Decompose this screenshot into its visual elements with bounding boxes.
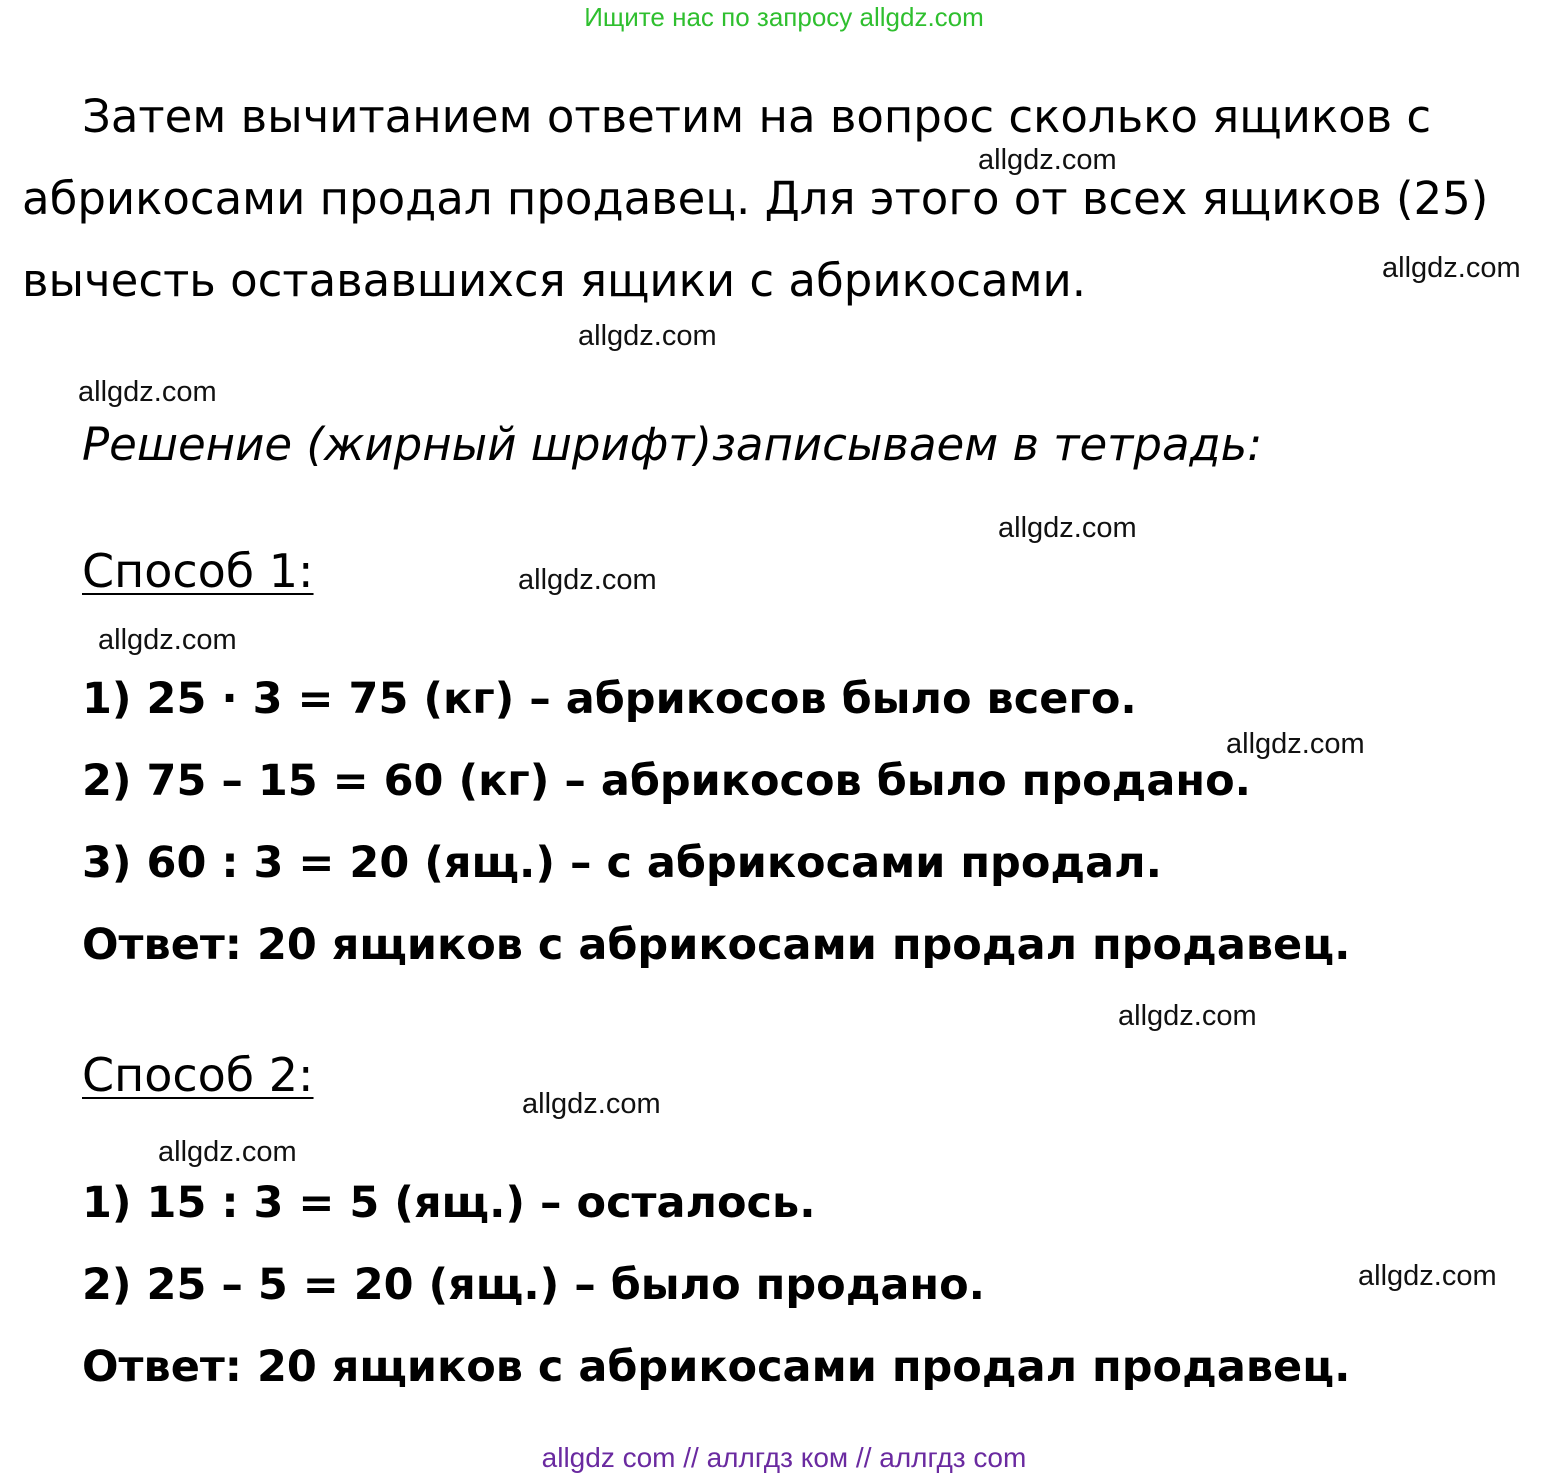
- method-1-step-1: 1) 25 · 3 = 75 (кг) – абрикосов было всего.: [82, 674, 1137, 724]
- method-2-answer: Ответ: 20 ящиков с абрикосами продал продавец.: [82, 1342, 1351, 1392]
- top-banner: Ищите нас по запросу allgdz.com: [584, 2, 984, 32]
- watermark: allgdz.com: [158, 1136, 297, 1168]
- watermark: allgdz.com: [518, 564, 657, 596]
- watermark: allgdz.com: [98, 624, 237, 656]
- watermark: allgdz.com: [522, 1088, 661, 1120]
- watermark: allgdz.com: [78, 376, 217, 408]
- watermark: allgdz.com: [1358, 1260, 1497, 1292]
- method-1-heading: Способ 1:: [82, 544, 314, 598]
- watermark: allgdz.com: [1118, 1000, 1257, 1032]
- method-1-step-3: 3) 60 : 3 = 20 (ящ.) – с абрикосами продал.: [82, 838, 1162, 888]
- watermark: allgdz.com: [998, 512, 1137, 544]
- paragraph-line-3: вычесть остававшихся ящики с абрикосами.: [22, 254, 1087, 307]
- method-2-step-2: 2) 25 – 5 = 20 (ящ.) – было продано.: [82, 1260, 986, 1310]
- method-2-step-1: 1) 15 : 3 = 5 (ящ.) – осталось.: [82, 1178, 816, 1228]
- method-1-answer: Ответ: 20 ящиков с абрикосами продал продавец.: [82, 920, 1351, 970]
- paragraph-line-2: абрикосами продал продавец. Для этого от всех ящиков (25): [22, 172, 1489, 225]
- method-1-step-2: 2) 75 – 15 = 60 (кг) – абрикосов было продано.: [82, 756, 1251, 806]
- watermark: allgdz.com: [1226, 728, 1365, 760]
- method-2-heading: Способ 2:: [82, 1048, 314, 1102]
- watermark: allgdz.com: [978, 144, 1117, 176]
- watermark: allgdz.com: [1382, 252, 1521, 284]
- solution-intro: Решение (жирный шрифт)записываем в тетрадь:: [82, 418, 1263, 471]
- watermark: allgdz.com: [578, 320, 717, 352]
- paragraph-line-1: Затем вычитанием ответим на вопрос сколько ящиков с: [82, 90, 1432, 143]
- footer-watermark: allgdz com // аллгдз ком // аллгдз com: [541, 1442, 1027, 1473]
